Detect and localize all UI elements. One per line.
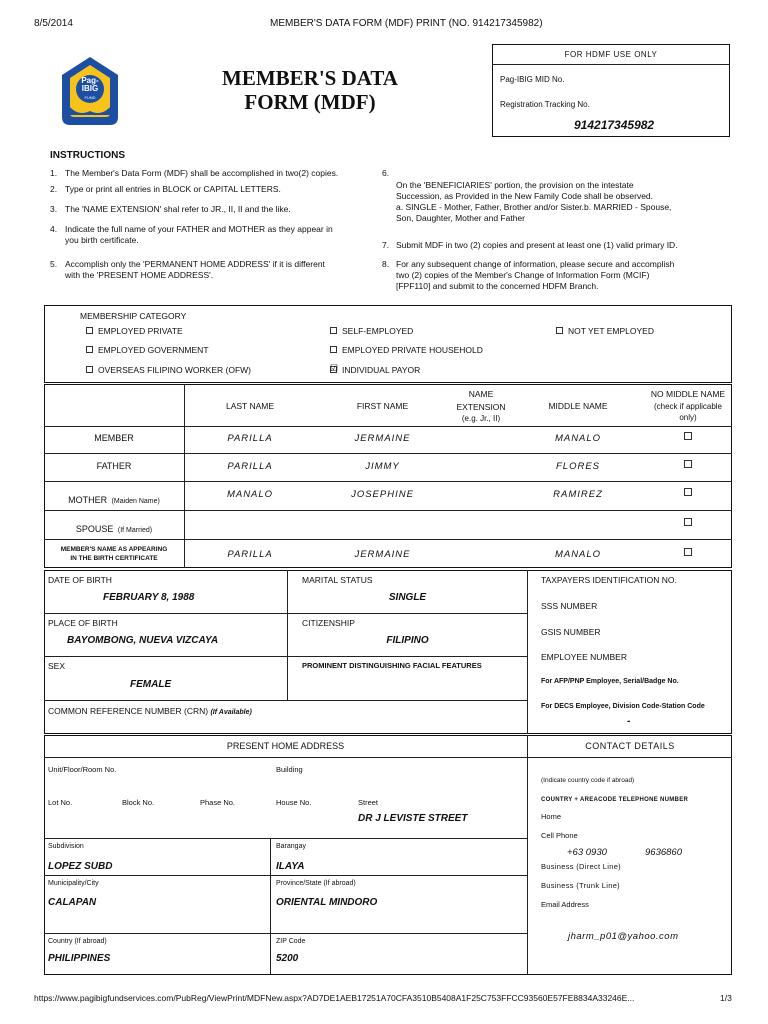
label-self-employed: SELF-EMPLOYED (342, 326, 414, 336)
birthcert-middle-name[interactable]: MANALO (554, 549, 602, 560)
instruction-6-num: 6. (382, 168, 390, 178)
mother-label-sub: (Maiden Name) (111, 498, 160, 505)
business-direct-label: Business (Direct Line) (541, 862, 621, 871)
mother-last-name[interactable]: MANALO (226, 489, 274, 500)
pob-label: PLACE OF BIRTH (48, 618, 118, 628)
instruction-5-num: 5. (50, 259, 58, 269)
contact-note: (Indicate country code if abroad) (541, 777, 635, 784)
street-label: Street (358, 798, 379, 807)
contact-heading: CONTACT DETAILS (585, 741, 675, 751)
subdivision-label: Subdivision (48, 843, 84, 850)
label-employed-government: EMPLOYED GOVERNMENT (98, 345, 209, 355)
checkbox-self-employed[interactable] (330, 327, 337, 334)
cell-phone-number[interactable]: 9636860 (645, 847, 682, 858)
building-label: Building (276, 765, 303, 774)
checkmark-icon: ☑ (330, 363, 339, 374)
sex-label: SEX (48, 661, 66, 671)
label-employed-household: EMPLOYED PRIVATE HOUSEHOLD (342, 345, 483, 355)
instruction-8: For any subsequent change of information, please secure and accomplish (396, 259, 675, 269)
logo-text-pag: Pag- (81, 76, 99, 85)
barangay-label: Barangay (276, 843, 306, 850)
phase-label: Phase No. (200, 798, 236, 807)
instruction-6-line3: a. SINGLE - Mother, Father, Brother and/or Sister.b. MARRIED - Spouse, (396, 202, 672, 212)
instruction-2: Type or print all entries in BLOCK or CAPITAL LETTERS. (65, 184, 281, 194)
province-value[interactable]: ORIENTAL MINDORO (276, 897, 378, 908)
contact-subheading: COUNTRY + AREACODE TELEPHONE NUMBER (541, 797, 689, 803)
sex-value[interactable]: FEMALE (130, 679, 172, 690)
label-individual-payor: INDIVIDUAL PAYOR (342, 365, 421, 375)
email-label: Email Address (541, 900, 589, 909)
col-last-name: LAST NAME (225, 401, 275, 411)
instruction-4: Indicate the full name of your FATHER and MOTHER as they appear in (65, 224, 333, 234)
row-mother-label (44, 490, 184, 508)
province-label: Province/State (If abroad) (276, 880, 356, 887)
instruction-3: The 'NAME EXTENSION' shal refer to JR., II, II and the like. (65, 204, 291, 214)
logo-text-ibig: IBIG (81, 84, 99, 93)
home-phone-label: Home (541, 812, 562, 821)
instruction-2-num: 2. (50, 184, 58, 194)
crn-label-sub: (If Available) (210, 709, 252, 716)
cell-phone-code[interactable]: +63 0930 (567, 847, 607, 858)
footer-url[interactable]: https://www.pagibigfundservices.com/PubReg/ViewPrint/MDFNew.aspx?AD7DE1AEB17251A70CFA3510B5408A1F25C753FFCC93560E57FE8834A33246E... (34, 993, 635, 1003)
checkbox-ofw[interactable] (86, 366, 93, 373)
instruction-6-line2: Succession, as Provided in the New Family Code shall be observed. (396, 191, 654, 201)
label-not-yet-employed: NOT YET EMPLOYED (568, 326, 654, 336)
label-employed-private: EMPLOYED PRIVATE (98, 326, 183, 336)
street-value[interactable]: DR J LEVISTE STREET (358, 813, 468, 824)
checkbox-employed-government[interactable] (86, 346, 93, 353)
rtn-label: Registration Tracking No. (500, 100, 590, 109)
logo-text-fund: FUND (84, 95, 96, 100)
instruction-8-line2: two (2) copies of the Member's Change of Information Form (MCIF) (396, 270, 650, 280)
mother-first-name[interactable]: JOSEPHINE (351, 489, 414, 500)
gsis-label: GSIS NUMBER (541, 627, 601, 637)
option-individual-payor[interactable] (330, 365, 420, 375)
checkbox-not-yet-employed[interactable] (556, 327, 563, 334)
marital-label: MARITAL STATUS (302, 575, 373, 585)
row-birthcert-label-2: IN THE BIRTH CERTIFICATE (70, 555, 158, 562)
instruction-5: Accomplish only the 'PERMANENT HOME ADDRESS' if it is different (65, 259, 325, 269)
decs-label: For DECS Employee, Division Code-Station Code (541, 703, 705, 710)
page-header-title: MEMBER'S DATA FORM (MDF) PRINT (NO. 914217345982) (270, 18, 543, 29)
print-date: 8/5/2014 (34, 18, 73, 29)
rtn-value: 914217345982 (574, 118, 655, 132)
birthcert-no-middle-checkbox[interactable] (684, 548, 692, 556)
subdivision-value[interactable]: LOPEZ SUBD (48, 861, 113, 872)
row-member-label: MEMBER (94, 433, 134, 443)
father-last-name[interactable]: PARILLA (227, 461, 273, 472)
instruction-4-line2: you birth certificate. (65, 235, 139, 245)
checkbox-individual-payor-checked[interactable] (330, 363, 339, 374)
instruction-4-num: 4. (50, 224, 58, 234)
option-employed-household[interactable] (330, 345, 483, 355)
pagibig-logo (60, 55, 120, 127)
crn-label-text: COMMON REFERENCE NUMBER (CRN) (48, 706, 209, 716)
country-label: Country (If abroad) (48, 938, 107, 945)
instruction-5-line2: with the 'PRESENT HOME ADDRESS'. (65, 270, 214, 280)
member-last-name[interactable]: PARILLA (227, 433, 273, 444)
municipality-value[interactable]: CALAPAN (48, 897, 97, 908)
email-value[interactable]: jharm_p01@yahoo.com (568, 931, 679, 942)
tin-label: TAXPAYERS IDENTIFICATION NO. (541, 575, 677, 585)
instruction-7-num: 7. (382, 240, 390, 250)
instruction-3-num: 3. (50, 204, 58, 214)
country-value[interactable]: PHILIPPINES (48, 953, 111, 964)
instruction-1-num: 1. (50, 168, 58, 178)
birthcert-first-name[interactable]: JERMAINE (354, 549, 411, 560)
member-no-middle-checkbox[interactable] (684, 432, 692, 440)
dob-value[interactable]: FEBRUARY 8, 1988 (103, 592, 195, 603)
employee-number-label: EMPLOYEE NUMBER (541, 652, 627, 662)
spouse-no-middle-checkbox[interactable] (684, 518, 692, 526)
col-name-ext-1: NAME (468, 389, 494, 399)
member-first-name[interactable]: JERMAINE (354, 433, 411, 444)
business-trunk-label: Business (Trunk Line) (541, 881, 620, 890)
col-first-name: FIRST NAME (356, 401, 409, 411)
col-no-middle-3: only) (679, 413, 697, 422)
checkbox-employed-private[interactable] (86, 327, 93, 334)
dob-label: DATE OF BIRTH (48, 575, 112, 585)
house-label: House No. (276, 798, 312, 807)
spouse-label-text: SPOUSE (75, 524, 114, 534)
option-self-employed[interactable] (330, 326, 413, 336)
hdmf-header: FOR HDMF USE ONLY (564, 50, 658, 59)
member-middle-name[interactable]: MANALO (554, 433, 602, 444)
sss-label: SSS NUMBER (541, 601, 598, 611)
father-no-middle-checkbox[interactable] (684, 460, 692, 468)
page-number: 1/3 (720, 993, 732, 1003)
label-ofw: OVERSEAS FILIPINO WORKER (OFW) (98, 365, 252, 375)
col-name-ext-2: EXTENSION (456, 402, 506, 412)
mid-label: Pag-IBIG MID No. (500, 75, 565, 84)
decs-value: - (627, 716, 631, 727)
unit-label: Unit/Floor/Room No. (48, 765, 117, 774)
row-birthcert-label-1: MEMBER'S NAME AS APPEARING (60, 546, 168, 553)
block-label: Block No. (122, 798, 155, 807)
instruction-1: The Member's Data Form (MDF) shall be accomplished in two(2) copies. (65, 168, 339, 178)
form-title-line2: FORM (MDF) (244, 90, 376, 114)
spouse-label-sub: (If Married) (117, 527, 153, 534)
checkbox-employed-household[interactable] (330, 346, 337, 353)
row-spouse-label (44, 519, 184, 537)
membership-heading: MEMBERSHIP CATEGORY (80, 311, 187, 321)
mother-no-middle-checkbox[interactable] (684, 488, 692, 496)
zip-value[interactable]: 5200 (276, 953, 299, 964)
citizenship-label: CITIZENSHIP (302, 618, 355, 628)
birthcert-last-name[interactable]: PARILLA (227, 549, 273, 560)
present-address-heading: PRESENT HOME ADDRESS (226, 741, 345, 751)
citizenship-value[interactable]: FILIPINO (386, 635, 429, 646)
lot-label: Lot No. (48, 798, 73, 807)
father-middle-name[interactable]: FLORES (555, 461, 600, 472)
option-employed-government[interactable] (86, 345, 209, 355)
option-not-yet-employed[interactable] (556, 326, 654, 336)
mother-label-text: MOTHER (68, 495, 108, 505)
col-name-ext-3: (e.g. Jr., II) (461, 414, 501, 423)
col-middle-name: MIDDLE NAME (548, 401, 608, 411)
option-ofw[interactable] (86, 365, 251, 375)
pob-value[interactable]: BAYOMBONG, NUEVA VIZCAYA (67, 635, 219, 646)
names-table (44, 384, 732, 568)
features-label: PROMINENT DISTINGUISHING FACIAL FEATURES (302, 661, 482, 670)
father-first-name[interactable]: JIMMY (365, 461, 400, 472)
option-employed-private[interactable] (86, 326, 183, 336)
instruction-8-num: 8. (382, 259, 390, 269)
zip-label: ZIP Code (276, 938, 306, 945)
row-father-label: FATHER (96, 461, 132, 471)
col-no-middle-2: (check if applicable (653, 402, 723, 411)
instruction-6-line4: Son, Daughter, Mother and Father (396, 213, 525, 223)
mother-middle-name[interactable]: RAMIREZ (553, 489, 603, 500)
instruction-6: On the 'BENEFICIARIES' portion, the provision on the intestate (396, 180, 634, 190)
instruction-7: Submit MDF in two (2) copies and present at least one (1) valid primary ID. (396, 240, 678, 250)
col-no-middle-1: NO MIDDLE NAME (650, 389, 726, 399)
barangay-value[interactable]: ILAYA (276, 861, 305, 872)
municipality-label: Municipality/City (48, 880, 99, 887)
form-title-line1: MEMBER'S DATA (222, 66, 398, 90)
crn-label (48, 706, 252, 716)
instruction-8-line3: [FPF110] and submit to the concerned HDFM Branch. (396, 281, 599, 291)
marital-value[interactable]: SINGLE (388, 592, 427, 603)
instructions-heading: INSTRUCTIONS (50, 150, 125, 161)
afp-label: For AFP/PNP Employee, Serial/Badge No. (541, 678, 679, 685)
cell-phone-label: Cell Phone (541, 831, 578, 840)
